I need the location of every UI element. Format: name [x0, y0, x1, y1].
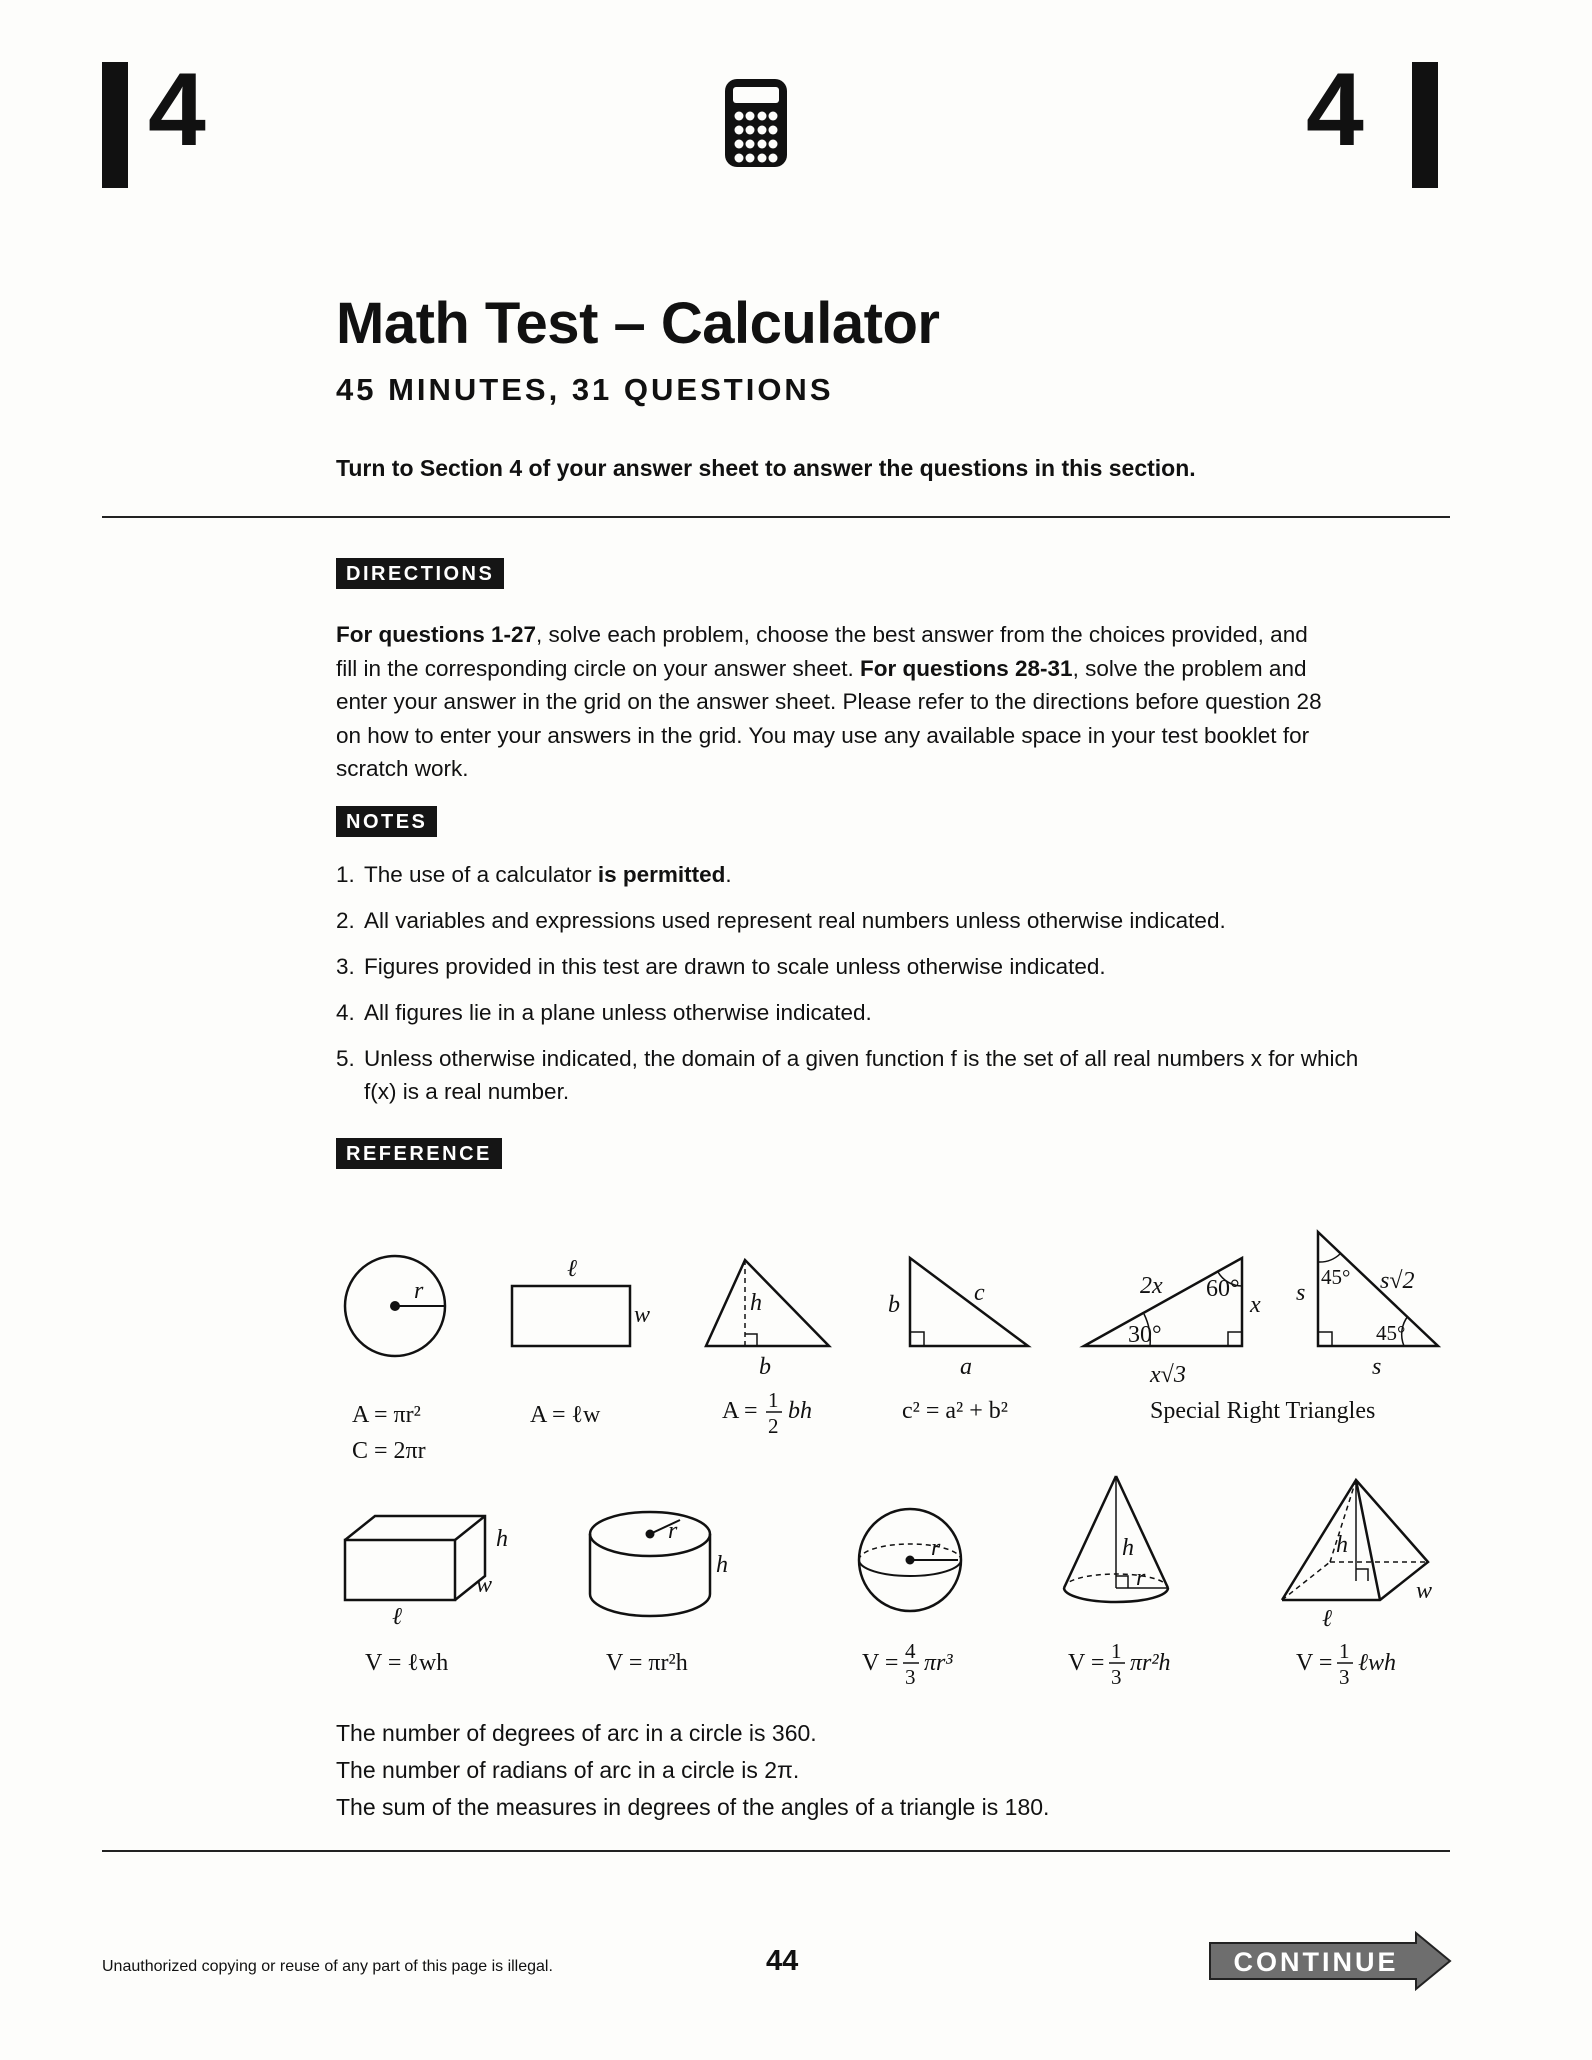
sphere-formula-den: 3 [905, 1665, 916, 1689]
page-subtitle: 45 MINUTES, 31 QUESTIONS [336, 372, 834, 407]
notes-label: NOTES [336, 806, 437, 837]
bottom-divider [102, 1850, 1450, 1852]
sphere-formula-num: 4 [905, 1639, 916, 1663]
sphere-r-label: r [931, 1535, 941, 1561]
note-text: Figures provided in this test are drawn to scale unless otherwise indicated. [364, 954, 1106, 979]
section-number-right: 4 [1306, 52, 1364, 168]
box-h-label: h [496, 1526, 508, 1552]
note-bold: is permitted [597, 862, 726, 887]
calculator-icon [724, 78, 788, 168]
directions-label: DIRECTIONS [336, 558, 504, 589]
note-item [336, 1042, 1386, 1108]
reference-label: REFERENCE [336, 1138, 502, 1169]
note-item [336, 996, 1386, 1029]
special-t2-hyp-label: s√2 [1380, 1268, 1415, 1294]
pyramid-w-label: w [1416, 1578, 1433, 1604]
note-text: The use of a calculator [364, 862, 598, 887]
cone-formula-lhs: V = [1068, 1650, 1105, 1676]
pyramid-formula-den: 3 [1339, 1665, 1350, 1689]
special-t2-bottom-angle: 45° [1376, 1321, 1406, 1345]
triangle-formula-num: 1 [768, 1388, 779, 1412]
directions-text-2: , solve the problem and enter your answer in the grid on the answer sheet. Please refer to the directions before question 28 on how to enter your answers in the grid. You may use any available space in your test booklet for scratch work. [336, 655, 1322, 781]
note-text: All variables and expressions used represent real numbers unless otherwise indicated. [364, 908, 1226, 933]
rectangle-l-label: ℓ [567, 1256, 577, 1282]
cone-h-label: h [1122, 1535, 1134, 1561]
box-l-label: ℓ [392, 1604, 402, 1630]
section-number-left: 4 [148, 52, 206, 168]
cone-r-label: r [1136, 1565, 1146, 1591]
special-t2-top-angle: 45° [1321, 1265, 1351, 1289]
pyramid-l-label: ℓ [1322, 1606, 1332, 1632]
continue-button[interactable] [1208, 1931, 1452, 1991]
note-number: 3. [336, 954, 355, 979]
sphere-formula-lhs: V = [862, 1650, 899, 1676]
note-item [336, 904, 1386, 937]
box-w-label: w [476, 1572, 493, 1598]
notes-list [336, 858, 1386, 1121]
pyramid-formula-num: 1 [1339, 1639, 1350, 1663]
top-divider [102, 516, 1450, 518]
cylinder-r-label: r [668, 1518, 678, 1544]
reference-facts [336, 1715, 1049, 1826]
continue-label: CONTINUE [1233, 1947, 1399, 1977]
copyright-notice: Unauthorized copying or reuse of any part of this page is illegal. [102, 1958, 553, 1975]
special-t2-s-left-label: s [1296, 1280, 1306, 1306]
fact-line: The number of radians of arc in a circle is 2π. [336, 1757, 800, 1783]
pyramid-formula-rhs: ℓwh [1358, 1650, 1397, 1676]
note-number: 5. [336, 1046, 355, 1071]
triangle-formula-rhs: bh [788, 1398, 812, 1424]
page-title: Math Test – Calculator [336, 291, 940, 356]
pyramid-formula-lhs: V = [1296, 1650, 1333, 1676]
section-bar-left [102, 62, 128, 188]
cylinder-h-label: h [716, 1552, 728, 1578]
section-instruction: Turn to Section 4 of your answer sheet to answer the questions in this section. [336, 455, 1196, 481]
note-text: Unless otherwise indicated, the domain of a given function f is the set of all real numbers x for which f(x) is a real number. [364, 1046, 1359, 1104]
cone-formula-den: 3 [1111, 1665, 1122, 1689]
triangle-formula-lhs: A = [722, 1398, 758, 1424]
reference-figures [0, 1200, 1592, 1700]
circle-figure [345, 1256, 445, 1356]
note-item [336, 858, 1386, 891]
directions-text [336, 618, 1326, 786]
fact-line: The number of degrees of arc in a circle is 360. [336, 1720, 817, 1746]
special-t1-hyp-label: 2x [1140, 1273, 1163, 1299]
note-text: All figures lie in a plane unless otherwise indicated. [364, 1000, 872, 1025]
rectangle-formula: A = ℓw [530, 1402, 601, 1428]
directions-text-1: , solve each problem, choose the best answer from the choices provided, and fill in the corresponding circle on your answer sheet. [336, 622, 1308, 681]
note-item [336, 950, 1386, 983]
cylinder-formula: V = πr²h [606, 1650, 688, 1676]
special-t1-base-label: x√3 [1150, 1362, 1186, 1388]
page-number: 44 [766, 1945, 799, 1977]
right-triangle-c-label: c [974, 1280, 985, 1306]
triangle-h-label: h [750, 1290, 762, 1316]
directions-bold-1: For questions 1-27 [336, 622, 537, 647]
circle-circumference-formula: C = 2πr [352, 1438, 426, 1464]
special-t1-side-label: x [1250, 1292, 1261, 1318]
circle-area-formula: A = πr² [352, 1402, 421, 1428]
fact-line: The sum of the measures in degrees of the angles of a triangle is 180. [336, 1794, 1050, 1820]
special-triangles-caption: Special Right Triangles [1150, 1398, 1376, 1424]
triangle-b-label: b [759, 1354, 771, 1380]
note-tail: . [725, 862, 732, 887]
triangle-formula-den: 2 [768, 1414, 779, 1438]
cone-formula-num: 1 [1111, 1639, 1122, 1663]
sphere-formula-rhs: πr³ [924, 1650, 953, 1676]
right-triangle-b-label: b [888, 1292, 900, 1318]
rectangle-w-label: w [634, 1302, 651, 1328]
special-t1-top-angle: 60° [1206, 1276, 1240, 1302]
note-number: 1. [336, 862, 355, 887]
note-number: 4. [336, 1000, 355, 1025]
right-triangle-formula: c² = a² + b² [902, 1398, 1008, 1424]
special-t2-base-label: s [1372, 1354, 1382, 1380]
circle-r-label: r [414, 1278, 424, 1304]
directions-bold-2: For questions 28-31 [860, 655, 1073, 681]
pyramid-h-label: h [1336, 1532, 1348, 1558]
cone-formula-rhs: πr²h [1130, 1650, 1171, 1676]
right-triangle-a-label: a [960, 1354, 972, 1380]
box-formula: V = ℓwh [365, 1650, 449, 1676]
section-bar-right [1412, 62, 1438, 188]
note-number: 2. [336, 908, 355, 933]
special-t1-bottom-angle: 30° [1128, 1322, 1162, 1348]
